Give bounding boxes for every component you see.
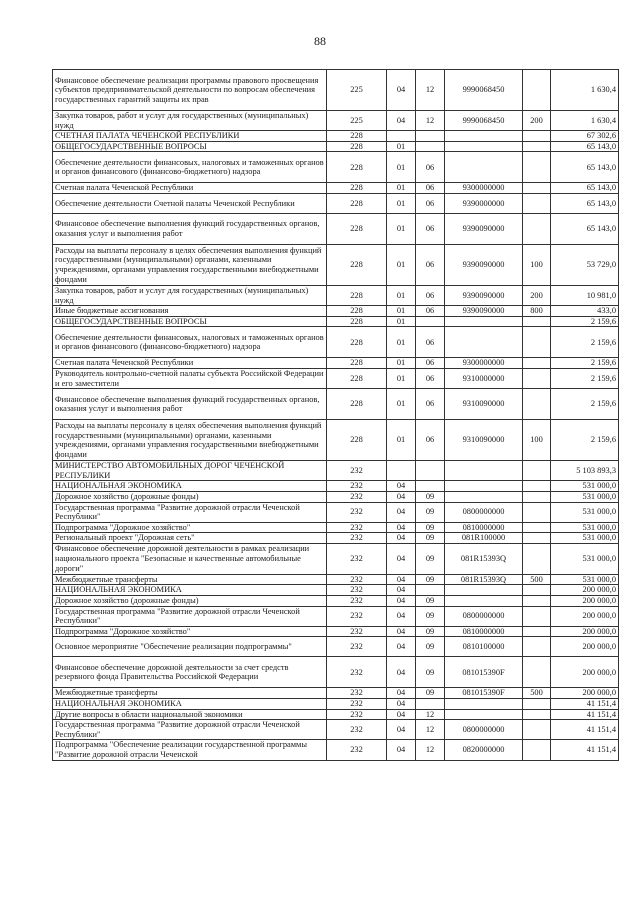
table-row [53,657,619,688]
row-admin-code: 232 [327,533,387,544]
row-amount: 67 302,6 [551,131,619,142]
row-expense-type [523,70,551,111]
row-admin-code: 228 [327,193,387,213]
row-admin-code: 228 [327,285,387,305]
table-row [53,244,619,285]
row-amount: 41 151,4 [551,709,619,720]
row-section-code: 04 [387,596,416,607]
budget-table [52,69,619,761]
row-amount: 2 159,6 [551,327,619,358]
row-expense-type [523,709,551,720]
row-amount: 65 143,0 [551,213,619,244]
row-subsection-code: 09 [416,637,445,657]
row-target-article [445,699,523,710]
row-target-article: 9390000000 [445,193,523,213]
row-target-article: 081R15393Q [445,574,523,585]
row-name: Счетная палата Чеченской Республики [53,183,327,194]
row-subsection-code: 09 [416,688,445,699]
row-subsection-code: 06 [416,213,445,244]
row-admin-code: 228 [327,244,387,285]
row-amount: 200 000,0 [551,657,619,688]
row-amount: 65 143,0 [551,193,619,213]
row-expense-type [523,481,551,492]
row-name: Руководитель контрольно-счетной палаты субъекта Российской Федерации и его заместители [53,368,327,388]
row-target-article [445,481,523,492]
row-amount: 2 159,6 [551,316,619,327]
row-target-article [445,461,523,481]
row-subsection-code: 09 [416,626,445,637]
table-row [53,626,619,637]
row-amount: 531 000,0 [551,502,619,522]
row-subsection-code [416,585,445,596]
row-name: Дорожное хозяйство (дорожные фонды) [53,491,327,502]
row-subsection-code [416,131,445,142]
row-section-code: 04 [387,606,416,626]
row-name: Региональный проект "Дорожная сеть" [53,533,327,544]
row-section-code: 04 [387,491,416,502]
row-expense-type [523,720,551,740]
table-row [53,709,619,720]
table-row [53,111,619,131]
table-row [53,141,619,152]
row-name: Счетная палата Чеченской Республики [53,358,327,369]
row-expense-type [523,358,551,369]
row-target-article: 9300000000 [445,183,523,194]
row-amount: 65 143,0 [551,183,619,194]
row-expense-type [523,131,551,142]
row-amount: 2 159,6 [551,368,619,388]
row-subsection-code: 06 [416,368,445,388]
row-section-code: 04 [387,657,416,688]
row-expense-type: 800 [523,306,551,317]
row-section-code: 01 [387,327,416,358]
row-name: Обеспечение деятельности финансовых, налоговых и таможенных органов и органов финансового (финансово-бюджетного) надзора [53,327,327,358]
table-row [53,596,619,607]
row-expense-type: 200 [523,111,551,131]
row-amount: 200 000,0 [551,606,619,626]
row-subsection-code: 12 [416,709,445,720]
row-name: Финансовое обеспечение дорожной деятельности за счет средств резервного фонда Правительства Российской Федерации [53,657,327,688]
row-expense-type: 200 [523,285,551,305]
row-admin-code: 228 [327,327,387,358]
row-admin-code: 228 [327,213,387,244]
row-admin-code: 232 [327,740,387,760]
row-section-code: 01 [387,193,416,213]
row-expense-type [523,543,551,574]
row-amount: 41 151,4 [551,740,619,760]
row-name: Государственная программа "Развитие дорожной отрасли Чеченской Республики" [53,502,327,522]
row-subsection-code: 09 [416,533,445,544]
row-section-code: 01 [387,316,416,327]
row-amount: 10 981,0 [551,285,619,305]
row-subsection-code: 09 [416,657,445,688]
row-target-article: 9390090000 [445,244,523,285]
row-target-article: 9300000000 [445,358,523,369]
row-subsection-code: 09 [416,606,445,626]
table-row [53,358,619,369]
row-amount: 531 000,0 [551,543,619,574]
row-target-article: 0810000000 [445,522,523,533]
row-expense-type [523,606,551,626]
row-expense-type [523,637,551,657]
table-row [53,389,619,420]
row-admin-code: 232 [327,461,387,481]
row-name: Финансовое обеспечение выполнения функций государственных органов, оказания услуг и выполнения работ [53,389,327,420]
row-amount: 531 000,0 [551,522,619,533]
row-admin-code: 232 [327,481,387,492]
row-subsection-code: 09 [416,596,445,607]
row-target-article: 081015390F [445,657,523,688]
row-expense-type [523,152,551,183]
row-admin-code: 232 [327,637,387,657]
row-admin-code: 228 [327,316,387,327]
row-name: Другие вопросы в области национальной экономики [53,709,327,720]
row-section-code: 04 [387,709,416,720]
row-amount: 200 000,0 [551,626,619,637]
row-name: Подпрограмма "Дорожное хозяйство" [53,626,327,637]
row-target-article: 9990068450 [445,70,523,111]
row-amount: 41 151,4 [551,699,619,710]
row-name: Расходы на выплаты персоналу в целях обеспечения выполнения функций государственными (муниципальными) органами, казенными учреждениями, органами управления государственными внебюджетными фондами [53,244,327,285]
row-section-code: 04 [387,574,416,585]
row-subsection-code [416,141,445,152]
row-amount: 53 729,0 [551,244,619,285]
row-amount: 1 630,4 [551,70,619,111]
row-subsection-code: 12 [416,720,445,740]
row-expense-type: 100 [523,420,551,461]
row-amount: 200 000,0 [551,688,619,699]
row-target-article: 0810000000 [445,626,523,637]
row-name: Закупка товаров, работ и услуг для государственных (муниципальных) нужд [53,285,327,305]
row-subsection-code: 06 [416,420,445,461]
row-admin-code: 232 [327,720,387,740]
table-row [53,193,619,213]
row-target-article: 9310000000 [445,368,523,388]
row-target-article: 081015390F [445,688,523,699]
row-name: СЧЕТНАЯ ПАЛАТА ЧЕЧЕНСКОЙ РЕСПУБЛИКИ [53,131,327,142]
row-target-article [445,596,523,607]
row-expense-type [523,657,551,688]
row-section-code: 04 [387,585,416,596]
row-expense-type [523,389,551,420]
table-row [53,606,619,626]
row-amount: 2 159,6 [551,358,619,369]
table-row [53,502,619,522]
row-section-code: 01 [387,358,416,369]
row-section-code [387,461,416,481]
row-subsection-code: 06 [416,389,445,420]
row-target-article: 9390090000 [445,213,523,244]
row-name: Иные бюджетные ассигнования [53,306,327,317]
row-name: Подпрограмма "Обеспечение реализации государственной программы "Развитие дорожной отрасли Чеченской [53,740,327,760]
row-admin-code: 228 [327,358,387,369]
row-section-code: 01 [387,141,416,152]
row-subsection-code: 12 [416,740,445,760]
row-expense-type [523,327,551,358]
row-section-code: 01 [387,244,416,285]
row-target-article [445,141,523,152]
row-section-code: 01 [387,306,416,317]
row-section-code: 04 [387,70,416,111]
table-row [53,522,619,533]
row-section-code: 04 [387,626,416,637]
table-row [53,720,619,740]
row-subsection-code: 06 [416,244,445,285]
row-admin-code: 232 [327,596,387,607]
row-admin-code: 232 [327,574,387,585]
table-row [53,543,619,574]
row-expense-type [523,585,551,596]
row-admin-code: 228 [327,389,387,420]
row-target-article: 9390090000 [445,285,523,305]
row-target-article: 9990068450 [445,111,523,131]
row-name: Государственная программа "Развитие дорожной отрасли Чеченской Республики" [53,720,327,740]
row-section-code: 01 [387,152,416,183]
row-subsection-code: 06 [416,358,445,369]
row-amount: 531 000,0 [551,533,619,544]
row-expense-type [523,461,551,481]
row-target-article: 081R15393Q [445,543,523,574]
row-expense-type [523,596,551,607]
row-section-code: 01 [387,183,416,194]
row-section-code: 04 [387,111,416,131]
row-expense-type [523,316,551,327]
row-expense-type: 100 [523,244,551,285]
row-amount: 1 630,4 [551,111,619,131]
row-section-code: 04 [387,481,416,492]
row-section-code: 04 [387,699,416,710]
table-row [53,637,619,657]
row-admin-code: 232 [327,657,387,688]
row-amount: 41 151,4 [551,720,619,740]
row-admin-code: 232 [327,699,387,710]
table-row [53,420,619,461]
row-section-code: 01 [387,389,416,420]
row-admin-code: 225 [327,111,387,131]
row-target-article: 9310090000 [445,389,523,420]
row-target-article [445,131,523,142]
table-row [53,316,619,327]
row-target-article: 0800000000 [445,720,523,740]
row-expense-type [523,183,551,194]
row-expense-type [523,368,551,388]
row-target-article [445,709,523,720]
row-name: МИНИСТЕРСТВО АВТОМОБИЛЬНЫХ ДОРОГ ЧЕЧЕНСКОЙ РЕСПУБЛИКИ [53,461,327,481]
row-section-code: 01 [387,420,416,461]
row-section-code: 04 [387,720,416,740]
row-name: Финансовое обеспечение дорожной деятельности в рамках реализации национального проекта "Безопасные и качественные автомобильные дороги" [53,543,327,574]
row-admin-code: 232 [327,688,387,699]
row-admin-code: 232 [327,543,387,574]
row-expense-type [523,213,551,244]
table-row [53,699,619,710]
table-row [53,285,619,305]
row-subsection-code: 06 [416,152,445,183]
row-section-code: 01 [387,285,416,305]
row-target-article: 081R100000 [445,533,523,544]
row-amount: 531 000,0 [551,481,619,492]
row-admin-code: 232 [327,709,387,720]
row-amount: 2 159,6 [551,420,619,461]
row-amount: 65 143,0 [551,152,619,183]
row-name: Финансовое обеспечение выполнения функций государственных органов, оказания услуг и выполнения работ [53,213,327,244]
row-section-code: 04 [387,637,416,657]
row-name: Обеспечение деятельности Счетной палаты Чеченской Республики [53,193,327,213]
row-name: Межбюджетные трансферты [53,688,327,699]
row-section-code: 04 [387,688,416,699]
row-expense-type [523,141,551,152]
table-row [53,585,619,596]
row-amount: 200 000,0 [551,585,619,596]
row-subsection-code: 09 [416,522,445,533]
row-name: Межбюджетные трансферты [53,574,327,585]
row-expense-type [523,522,551,533]
row-name: Подпрограмма "Дорожное хозяйство" [53,522,327,533]
table-row [53,213,619,244]
row-name: ОБЩЕГОСУДАРСТВЕННЫЕ ВОПРОСЫ [53,316,327,327]
row-admin-code: 232 [327,606,387,626]
table-row [53,306,619,317]
page-number: 88 [314,34,326,48]
row-amount: 5 103 893,3 [551,461,619,481]
row-section-code: 01 [387,213,416,244]
row-name: Основное мероприятие "Обеспечение реализации подпрограммы" [53,637,327,657]
row-expense-type [523,699,551,710]
row-amount: 200 000,0 [551,596,619,607]
row-admin-code: 228 [327,131,387,142]
row-admin-code: 232 [327,522,387,533]
row-section-code: 04 [387,533,416,544]
row-expense-type: 500 [523,574,551,585]
row-amount: 531 000,0 [551,574,619,585]
row-expense-type [523,193,551,213]
row-subsection-code: 09 [416,543,445,574]
row-admin-code: 228 [327,183,387,194]
row-expense-type [523,740,551,760]
row-target-article: 0820000000 [445,740,523,760]
row-subsection-code: 06 [416,285,445,305]
row-subsection-code: 06 [416,193,445,213]
row-target-article: 9390090000 [445,306,523,317]
row-expense-type [523,626,551,637]
table-row [53,740,619,760]
row-admin-code: 232 [327,585,387,596]
row-subsection-code: 09 [416,502,445,522]
row-admin-code: 232 [327,502,387,522]
row-subsection-code: 09 [416,491,445,502]
row-name: НАЦИОНАЛЬНАЯ ЭКОНОМИКА [53,481,327,492]
table-row [53,491,619,502]
row-amount: 433,0 [551,306,619,317]
row-subsection-code: 06 [416,327,445,358]
table-row [53,327,619,358]
table-row [53,152,619,183]
row-amount: 2 159,6 [551,389,619,420]
row-admin-code: 225 [327,70,387,111]
row-name: НАЦИОНАЛЬНАЯ ЭКОНОМИКА [53,699,327,710]
row-section-code: 04 [387,502,416,522]
row-subsection-code [416,461,445,481]
row-name: Расходы на выплаты персоналу в целях обеспечения выполнения функций государственными (муниципальными) органами, казенными учреждениями, органами управления государственными внебюджетными фондами [53,420,327,461]
table-row [53,481,619,492]
row-subsection-code [416,699,445,710]
row-admin-code: 228 [327,368,387,388]
table-row [53,461,619,481]
row-admin-code: 228 [327,152,387,183]
table-row [53,131,619,142]
table-row [53,688,619,699]
row-amount: 65 143,0 [551,141,619,152]
row-admin-code: 228 [327,306,387,317]
row-section-code: 04 [387,740,416,760]
row-admin-code: 228 [327,141,387,152]
row-subsection-code [416,316,445,327]
row-subsection-code: 12 [416,111,445,131]
row-subsection-code [416,481,445,492]
row-name: ОБЩЕГОСУДАРСТВЕННЫЕ ВОПРОСЫ [53,141,327,152]
row-target-article: 0800000000 [445,606,523,626]
row-section-code: 04 [387,543,416,574]
row-target-article: 0800000000 [445,502,523,522]
row-amount: 200 000,0 [551,637,619,657]
row-expense-type [523,533,551,544]
row-target-article [445,491,523,502]
row-target-article [445,152,523,183]
row-name: Закупка товаров, работ и услуг для государственных (муниципальных) нужд [53,111,327,131]
row-admin-code: 228 [327,420,387,461]
row-target-article [445,316,523,327]
row-amount: 531 000,0 [551,491,619,502]
row-name: Обеспечение деятельности финансовых, налоговых и таможенных органов и органов финансового (финансово-бюджетного) надзора [53,152,327,183]
row-target-article: 0810100000 [445,637,523,657]
table-row [53,368,619,388]
row-name: НАЦИОНАЛЬНАЯ ЭКОНОМИКА [53,585,327,596]
row-subsection-code: 06 [416,306,445,317]
row-admin-code: 232 [327,491,387,502]
table-row [53,70,619,111]
table-row [53,533,619,544]
row-target-article [445,327,523,358]
budget-table-body [53,70,619,761]
row-expense-type [523,502,551,522]
row-expense-type: 500 [523,688,551,699]
row-section-code: 01 [387,368,416,388]
table-row [53,574,619,585]
row-section-code: 04 [387,522,416,533]
row-subsection-code: 09 [416,574,445,585]
row-name: Финансовое обеспечение реализации программы правового просвещения субъектов предпринимательской деятельности по вопросам обеспечения государственных гарантий защиты их прав [53,70,327,111]
row-admin-code: 232 [327,626,387,637]
row-name: Дорожное хозяйство (дорожные фонды) [53,596,327,607]
row-section-code [387,131,416,142]
row-expense-type [523,491,551,502]
row-target-article: 9310090000 [445,420,523,461]
table-row [53,183,619,194]
row-target-article [445,585,523,596]
row-subsection-code: 06 [416,183,445,194]
row-subsection-code: 12 [416,70,445,111]
row-name: Государственная программа "Развитие дорожной отрасли Чеченской Республики" [53,606,327,626]
